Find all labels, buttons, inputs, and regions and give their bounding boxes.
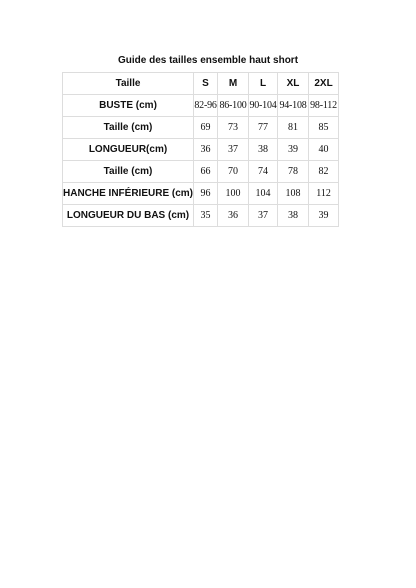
table-cell: 73 [218,117,249,139]
table-cell: 37 [249,205,278,227]
table-cell: 100 [218,183,249,205]
size-header-s: S [194,73,218,95]
row-label: Taille (cm) [63,161,194,183]
table-cell: 98-112 [309,95,339,117]
page-title: Guide des tailles ensemble haut short [117,55,299,66]
table-cell: 82-96 [194,95,218,117]
table-cell: 39 [309,205,339,227]
table-cell: 40 [309,139,339,161]
size-header-m: M [218,73,249,95]
table-cell: 35 [194,205,218,227]
table-cell: 94-108 [278,95,309,117]
table-cell: 108 [278,183,309,205]
table-row [63,183,339,205]
table-cell: 86-100 [218,95,249,117]
size-chart-table [62,72,339,227]
table-row [63,139,339,161]
table-cell: 112 [309,183,339,205]
table-cell: 70 [218,161,249,183]
table-header-row [63,73,339,95]
table-cell: 78 [278,161,309,183]
table-cell: 82 [309,161,339,183]
row-label: LONGUEUR(cm) [63,139,194,161]
table-cell: 90-104 [249,95,278,117]
size-header-2xl: 2XL [309,73,339,95]
table-cell: 81 [278,117,309,139]
table-cell: 36 [194,139,218,161]
table-cell: 38 [278,205,309,227]
table-cell: 85 [309,117,339,139]
table-row [63,161,339,183]
table-cell: 69 [194,117,218,139]
table-row [63,95,339,117]
row-label: HANCHE INFÉRIEURE (cm) [63,183,194,205]
table-cell: 96 [194,183,218,205]
table-cell: 66 [194,161,218,183]
row-label: LONGUEUR DU BAS (cm) [63,205,194,227]
table-row [63,117,339,139]
size-header-l: L [249,73,278,95]
row-label: BUSTE (cm) [63,95,194,117]
table-cell: 39 [278,139,309,161]
size-header-xl: XL [278,73,309,95]
header-label: Taille [63,73,194,95]
row-label: Taille (cm) [63,117,194,139]
table-cell: 36 [218,205,249,227]
table-cell: 37 [218,139,249,161]
table-cell: 77 [249,117,278,139]
table-cell: 38 [249,139,278,161]
table-cell: 74 [249,161,278,183]
table-row [63,205,339,227]
table-cell: 104 [249,183,278,205]
